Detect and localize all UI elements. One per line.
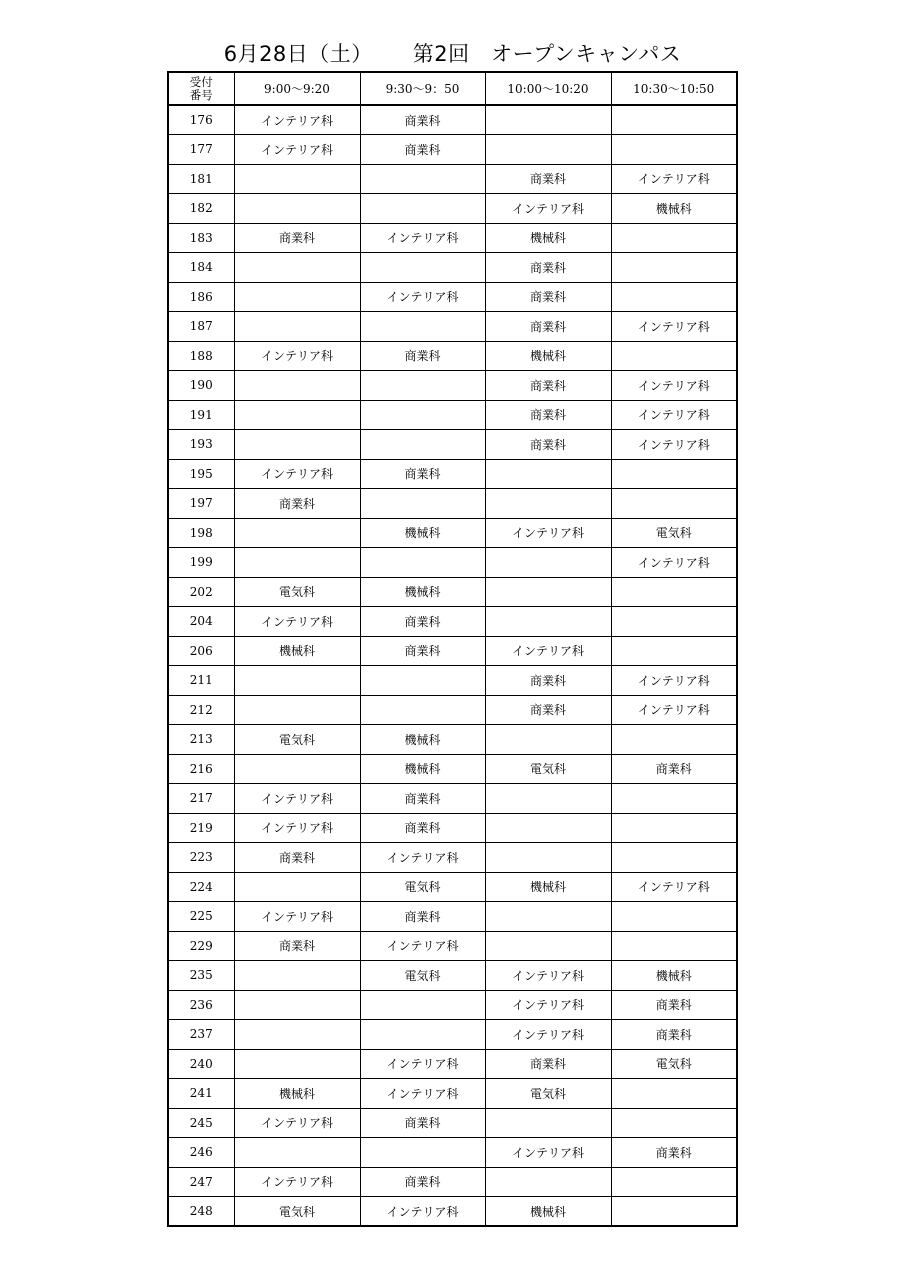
slot-1-cell: インテリア科 bbox=[234, 1167, 360, 1197]
reception-number-cell: 177 bbox=[168, 135, 234, 165]
slot-2-cell: インテリア科 bbox=[360, 223, 485, 253]
reception-number-cell: 202 bbox=[168, 577, 234, 607]
reception-number-cell: 190 bbox=[168, 371, 234, 401]
slot-1-cell: インテリア科 bbox=[234, 784, 360, 814]
slot-2-cell bbox=[360, 371, 485, 401]
slot-3-cell: 電気科 bbox=[485, 1079, 611, 1109]
slot-3-cell bbox=[485, 459, 611, 489]
slot-4-cell bbox=[611, 931, 737, 961]
slot-4-cell: 電気科 bbox=[611, 1049, 737, 1079]
slot-3-cell bbox=[485, 843, 611, 873]
slot-1-cell bbox=[234, 371, 360, 401]
slot-1-cell bbox=[234, 754, 360, 784]
reception-number-cell: 182 bbox=[168, 194, 234, 224]
header-reception-number-line: 受付 bbox=[189, 74, 213, 89]
slot-2-cell: インテリア科 bbox=[360, 282, 485, 312]
slot-2-cell bbox=[360, 1138, 485, 1168]
table-row bbox=[168, 1020, 737, 1050]
slot-2-cell bbox=[360, 990, 485, 1020]
slot-1-cell bbox=[234, 164, 360, 194]
slot-3-cell: 商業科 bbox=[485, 1049, 611, 1079]
slot-4-cell bbox=[611, 253, 737, 283]
table-row bbox=[168, 1079, 737, 1109]
slot-3-cell: インテリア科 bbox=[485, 1020, 611, 1050]
title-session: 第2回 オープンキャンパス bbox=[412, 42, 682, 66]
table-row bbox=[168, 164, 737, 194]
reception-number-cell: 229 bbox=[168, 931, 234, 961]
slot-4-cell bbox=[611, 902, 737, 932]
table-row bbox=[168, 843, 737, 873]
slot-3-cell: 商業科 bbox=[485, 371, 611, 401]
slot-3-cell: 商業科 bbox=[485, 430, 611, 460]
slot-3-cell: 商業科 bbox=[485, 164, 611, 194]
slot-1-cell bbox=[234, 695, 360, 725]
slot-1-cell: 電気科 bbox=[234, 725, 360, 755]
table-row bbox=[168, 1049, 737, 1079]
reception-number-cell: 186 bbox=[168, 282, 234, 312]
slot-2-cell: 商業科 bbox=[360, 459, 485, 489]
slot-3-cell bbox=[485, 577, 611, 607]
slot-2-cell bbox=[360, 430, 485, 460]
slot-3-cell bbox=[485, 1167, 611, 1197]
slot-1-cell: インテリア科 bbox=[234, 459, 360, 489]
slot-4-cell: 商業科 bbox=[611, 1020, 737, 1050]
slot-2-cell bbox=[360, 400, 485, 430]
slot-4-cell bbox=[611, 636, 737, 666]
slot-4-cell: インテリア科 bbox=[611, 666, 737, 696]
table-row bbox=[168, 194, 737, 224]
slot-1-cell: 商業科 bbox=[234, 931, 360, 961]
reception-number-cell: 219 bbox=[168, 813, 234, 843]
slot-3-cell bbox=[485, 607, 611, 637]
reception-number-cell: 247 bbox=[168, 1167, 234, 1197]
slot-2-cell: 商業科 bbox=[360, 813, 485, 843]
slot-2-cell: 機械科 bbox=[360, 754, 485, 784]
slot-2-cell: インテリア科 bbox=[360, 843, 485, 873]
table-row bbox=[168, 666, 737, 696]
reception-number-cell: 193 bbox=[168, 430, 234, 460]
slot-4-cell: インテリア科 bbox=[611, 430, 737, 460]
slot-3-cell bbox=[485, 725, 611, 755]
slot-3-cell: インテリア科 bbox=[485, 990, 611, 1020]
table-row bbox=[168, 636, 737, 666]
reception-number-cell: 248 bbox=[168, 1197, 234, 1227]
page-title bbox=[0, 38, 905, 68]
table-row bbox=[168, 577, 737, 607]
slot-3-cell: インテリア科 bbox=[485, 1138, 611, 1168]
slot-3-cell: 商業科 bbox=[485, 695, 611, 725]
slot-4-cell bbox=[611, 282, 737, 312]
reception-number-cell: 212 bbox=[168, 695, 234, 725]
slot-3-cell: 商業科 bbox=[485, 253, 611, 283]
slot-3-cell: 機械科 bbox=[485, 341, 611, 371]
slot-4-cell bbox=[611, 1108, 737, 1138]
slot-4-cell: 商業科 bbox=[611, 754, 737, 784]
slot-1-cell: インテリア科 bbox=[234, 105, 360, 135]
slot-1-cell: 電気科 bbox=[234, 577, 360, 607]
slot-4-cell bbox=[611, 1079, 737, 1109]
slot-4-cell bbox=[611, 223, 737, 253]
reception-number-cell: 184 bbox=[168, 253, 234, 283]
slot-2-cell: 商業科 bbox=[360, 341, 485, 371]
table-row bbox=[168, 872, 737, 902]
slot-1-cell bbox=[234, 1138, 360, 1168]
slot-4-cell bbox=[611, 784, 737, 814]
reception-number-cell: 217 bbox=[168, 784, 234, 814]
reception-number-cell: 241 bbox=[168, 1079, 234, 1109]
reception-number-cell: 211 bbox=[168, 666, 234, 696]
slot-2-cell: 商業科 bbox=[360, 902, 485, 932]
slot-4-cell: インテリア科 bbox=[611, 695, 737, 725]
table-row bbox=[168, 931, 737, 961]
slot-2-cell bbox=[360, 312, 485, 342]
slot-2-cell bbox=[360, 1020, 485, 1050]
slot-4-cell: 電気科 bbox=[611, 518, 737, 548]
reception-number-cell: 187 bbox=[168, 312, 234, 342]
slot-2-cell: 電気科 bbox=[360, 961, 485, 991]
slot-2-cell: 商業科 bbox=[360, 636, 485, 666]
slot-3-cell bbox=[485, 931, 611, 961]
reception-number-cell: 176 bbox=[168, 105, 234, 135]
slot-3-cell: 商業科 bbox=[485, 282, 611, 312]
slot-4-cell: インテリア科 bbox=[611, 872, 737, 902]
slot-1-cell bbox=[234, 872, 360, 902]
slot-1-cell: 機械科 bbox=[234, 1079, 360, 1109]
reception-number-cell: 224 bbox=[168, 872, 234, 902]
slot-3-cell: 機械科 bbox=[485, 223, 611, 253]
slot-1-cell: 商業科 bbox=[234, 489, 360, 519]
slot-1-cell bbox=[234, 312, 360, 342]
table-row bbox=[168, 961, 737, 991]
slot-2-cell: インテリア科 bbox=[360, 1079, 485, 1109]
table-row bbox=[168, 312, 737, 342]
table-row bbox=[168, 548, 737, 578]
slot-1-cell: 機械科 bbox=[234, 636, 360, 666]
slot-3-cell: インテリア科 bbox=[485, 518, 611, 548]
slot-2-cell bbox=[360, 194, 485, 224]
slot-1-cell: インテリア科 bbox=[234, 813, 360, 843]
slot-2-cell: インテリア科 bbox=[360, 931, 485, 961]
table-row bbox=[168, 518, 737, 548]
table-row bbox=[168, 489, 737, 519]
slot-1-cell bbox=[234, 400, 360, 430]
slot-1-cell: インテリア科 bbox=[234, 341, 360, 371]
slot-3-cell: インテリア科 bbox=[485, 636, 611, 666]
slot-4-cell: インテリア科 bbox=[611, 548, 737, 578]
table-row bbox=[168, 430, 737, 460]
slot-2-cell: 機械科 bbox=[360, 518, 485, 548]
slot-3-cell: 商業科 bbox=[485, 312, 611, 342]
header-slot-1: 9:00～9:20 bbox=[234, 72, 360, 105]
table-row bbox=[168, 725, 737, 755]
table-row bbox=[168, 282, 737, 312]
slot-4-cell bbox=[611, 843, 737, 873]
header-slot-4: 10:30～10:50 bbox=[611, 72, 737, 105]
slot-2-cell: インテリア科 bbox=[360, 1049, 485, 1079]
reception-number-cell: 199 bbox=[168, 548, 234, 578]
slot-2-cell: 機械科 bbox=[360, 725, 485, 755]
reception-number-cell: 188 bbox=[168, 341, 234, 371]
slot-3-cell bbox=[485, 135, 611, 165]
slot-1-cell: インテリア科 bbox=[234, 1108, 360, 1138]
reception-number-cell: 197 bbox=[168, 489, 234, 519]
slot-1-cell bbox=[234, 194, 360, 224]
slot-2-cell bbox=[360, 253, 485, 283]
slot-4-cell: 商業科 bbox=[611, 1138, 737, 1168]
header-row bbox=[168, 72, 737, 105]
slot-4-cell: インテリア科 bbox=[611, 400, 737, 430]
slot-2-cell: インテリア科 bbox=[360, 1197, 485, 1227]
slot-1-cell bbox=[234, 282, 360, 312]
slot-1-cell: インテリア科 bbox=[234, 607, 360, 637]
slot-2-cell: 機械科 bbox=[360, 577, 485, 607]
table-row bbox=[168, 253, 737, 283]
table-body bbox=[168, 105, 737, 1226]
slot-4-cell bbox=[611, 577, 737, 607]
slot-3-cell bbox=[485, 784, 611, 814]
slot-4-cell bbox=[611, 459, 737, 489]
reception-number-cell: 245 bbox=[168, 1108, 234, 1138]
slot-1-cell bbox=[234, 990, 360, 1020]
slot-1-cell bbox=[234, 1020, 360, 1050]
table-row bbox=[168, 1197, 737, 1227]
slot-2-cell bbox=[360, 489, 485, 519]
slot-2-cell bbox=[360, 695, 485, 725]
slot-1-cell: 商業科 bbox=[234, 843, 360, 873]
reception-number-cell: 198 bbox=[168, 518, 234, 548]
slot-3-cell: 電気科 bbox=[485, 754, 611, 784]
slot-4-cell bbox=[611, 1197, 737, 1227]
slot-4-cell: 機械科 bbox=[611, 194, 737, 224]
slot-1-cell: 商業科 bbox=[234, 223, 360, 253]
slot-3-cell bbox=[485, 548, 611, 578]
slot-1-cell: 電気科 bbox=[234, 1197, 360, 1227]
slot-4-cell bbox=[611, 105, 737, 135]
slot-3-cell: 商業科 bbox=[485, 400, 611, 430]
slot-3-cell: インテリア科 bbox=[485, 194, 611, 224]
header-reception-number bbox=[168, 72, 234, 105]
table-row bbox=[168, 1167, 737, 1197]
header-reception-number-line: 番号 bbox=[189, 87, 213, 102]
slot-1-cell bbox=[234, 518, 360, 548]
reception-number-cell: 235 bbox=[168, 961, 234, 991]
slot-3-cell bbox=[485, 489, 611, 519]
table-row bbox=[168, 607, 737, 637]
header-slot-2: 9:30～9：50 bbox=[360, 72, 485, 105]
reception-number-cell: 236 bbox=[168, 990, 234, 1020]
slot-3-cell bbox=[485, 902, 611, 932]
slot-2-cell bbox=[360, 548, 485, 578]
slot-3-cell: 機械科 bbox=[485, 1197, 611, 1227]
table-row bbox=[168, 902, 737, 932]
table-row bbox=[168, 990, 737, 1020]
reception-number-cell: 237 bbox=[168, 1020, 234, 1050]
reception-number-cell: 240 bbox=[168, 1049, 234, 1079]
reception-number-cell: 181 bbox=[168, 164, 234, 194]
slot-4-cell bbox=[611, 1167, 737, 1197]
table-row bbox=[168, 223, 737, 253]
table-row bbox=[168, 459, 737, 489]
reception-number-cell: 195 bbox=[168, 459, 234, 489]
table-row bbox=[168, 695, 737, 725]
slot-2-cell: 商業科 bbox=[360, 607, 485, 637]
slot-1-cell bbox=[234, 666, 360, 696]
reception-number-cell: 206 bbox=[168, 636, 234, 666]
reception-number-cell: 204 bbox=[168, 607, 234, 637]
slot-4-cell bbox=[611, 135, 737, 165]
slot-4-cell bbox=[611, 607, 737, 637]
table-row bbox=[168, 135, 737, 165]
reception-number-cell: 216 bbox=[168, 754, 234, 784]
slot-4-cell bbox=[611, 813, 737, 843]
slot-3-cell bbox=[485, 1108, 611, 1138]
slot-4-cell: 商業科 bbox=[611, 990, 737, 1020]
slot-2-cell bbox=[360, 164, 485, 194]
table-row bbox=[168, 1138, 737, 1168]
slot-4-cell bbox=[611, 341, 737, 371]
reception-number-cell: 223 bbox=[168, 843, 234, 873]
table-row bbox=[168, 400, 737, 430]
slot-1-cell: インテリア科 bbox=[234, 135, 360, 165]
slot-4-cell: インテリア科 bbox=[611, 312, 737, 342]
slot-2-cell: 商業科 bbox=[360, 1167, 485, 1197]
slot-2-cell: 商業科 bbox=[360, 1108, 485, 1138]
slot-3-cell bbox=[485, 105, 611, 135]
slot-1-cell bbox=[234, 961, 360, 991]
slot-4-cell bbox=[611, 725, 737, 755]
reception-number-cell: 225 bbox=[168, 902, 234, 932]
title-date: 6月28日（土） bbox=[223, 42, 373, 66]
table-row bbox=[168, 754, 737, 784]
slot-1-cell bbox=[234, 1049, 360, 1079]
header-slot-3: 10:00～10:20 bbox=[485, 72, 611, 105]
slot-4-cell: 機械科 bbox=[611, 961, 737, 991]
table-row bbox=[168, 105, 737, 135]
slot-3-cell: インテリア科 bbox=[485, 961, 611, 991]
schedule-table bbox=[167, 71, 738, 1227]
slot-1-cell: インテリア科 bbox=[234, 902, 360, 932]
reception-number-cell: 183 bbox=[168, 223, 234, 253]
slot-3-cell bbox=[485, 813, 611, 843]
reception-number-cell: 246 bbox=[168, 1138, 234, 1168]
slot-1-cell bbox=[234, 430, 360, 460]
slot-2-cell: 商業科 bbox=[360, 135, 485, 165]
slot-4-cell: インテリア科 bbox=[611, 371, 737, 401]
slot-3-cell: 商業科 bbox=[485, 666, 611, 696]
slot-2-cell: 電気科 bbox=[360, 872, 485, 902]
slot-4-cell: インテリア科 bbox=[611, 164, 737, 194]
slot-2-cell: 商業科 bbox=[360, 105, 485, 135]
table-header bbox=[168, 72, 737, 105]
slot-2-cell bbox=[360, 666, 485, 696]
table-row bbox=[168, 813, 737, 843]
reception-number-cell: 213 bbox=[168, 725, 234, 755]
table-row bbox=[168, 1108, 737, 1138]
slot-1-cell bbox=[234, 548, 360, 578]
table-row bbox=[168, 784, 737, 814]
slot-4-cell bbox=[611, 489, 737, 519]
table-row bbox=[168, 371, 737, 401]
table-row bbox=[168, 341, 737, 371]
slot-2-cell: 商業科 bbox=[360, 784, 485, 814]
slot-1-cell bbox=[234, 253, 360, 283]
slot-3-cell: 機械科 bbox=[485, 872, 611, 902]
reception-number-cell: 191 bbox=[168, 400, 234, 430]
